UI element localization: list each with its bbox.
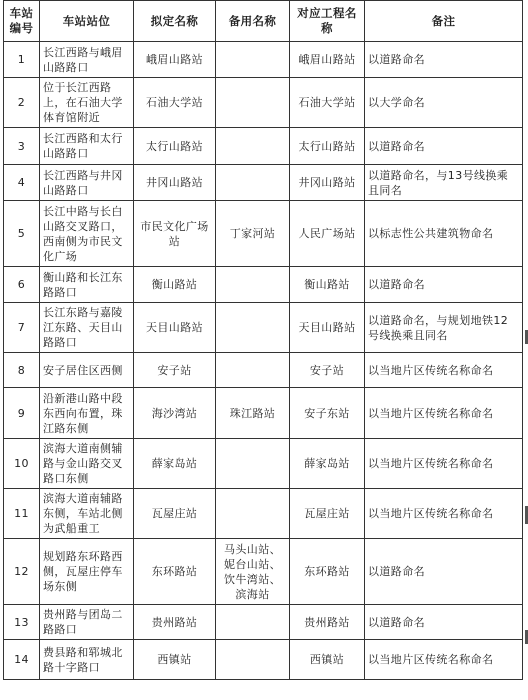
cell-alternate-name [216, 42, 290, 78]
table-row [4, 42, 523, 78]
cell-engineering-name: 井冈山路站 [290, 165, 365, 201]
cell-note: 以道路命名，与规划地铁12号线换乘且同名 [365, 303, 523, 353]
cell-alternate-name [216, 605, 290, 640]
cell-note: 以当地片区传统名称命名 [365, 388, 523, 439]
cell-number: 4 [4, 165, 40, 201]
cell-note: 以道路命名 [365, 267, 523, 303]
cell-location: 长江西路与井冈山路路口 [40, 165, 134, 201]
cell-alternate-name: 丁家河站 [216, 201, 290, 267]
table-row [4, 605, 523, 640]
cell-location: 长江西路与峨眉山路路口 [40, 42, 134, 78]
cell-number: 6 [4, 267, 40, 303]
cell-engineering-name: 贵州路站 [290, 605, 365, 640]
table-row [4, 165, 523, 201]
cell-proposed-name: 西镇站 [134, 640, 216, 680]
cell-location: 长江东路与嘉陵江东路、天目山路路口 [40, 303, 134, 353]
cell-engineering-name: 薛家岛站 [290, 439, 365, 489]
cell-proposed-name: 峨眉山路站 [134, 42, 216, 78]
cell-location: 长江西路和太行山路路口 [40, 128, 134, 165]
cell-proposed-name: 东环路站 [134, 539, 216, 605]
cell-proposed-name: 海沙湾站 [134, 388, 216, 439]
cell-engineering-name: 瓦屋庄站 [290, 489, 365, 539]
cell-proposed-name: 天目山路站 [134, 303, 216, 353]
cell-engineering-name: 石油大学站 [290, 78, 365, 128]
cell-location: 滨海大道南辅路东侧，车站北侧为武船重工 [40, 489, 134, 539]
header-engineering-name: 对应工程名称 [290, 1, 365, 42]
table-row [4, 439, 523, 489]
cell-note: 以道路命名 [365, 128, 523, 165]
cell-note: 以当地片区传统名称命名 [365, 489, 523, 539]
header-proposed-name: 拟定名称 [134, 1, 216, 42]
cell-alternate-name [216, 353, 290, 388]
station-naming-table [3, 0, 523, 680]
cell-number: 12 [4, 539, 40, 605]
table-row [4, 303, 523, 353]
table-row [4, 640, 523, 680]
cell-engineering-name: 东环路站 [290, 539, 365, 605]
cell-location: 衡山路和长江东路路口 [40, 267, 134, 303]
cell-proposed-name: 薛家岛站 [134, 439, 216, 489]
cell-proposed-name: 贵州路站 [134, 605, 216, 640]
table-row [4, 267, 523, 303]
cell-engineering-name: 峨眉山路站 [290, 42, 365, 78]
cell-proposed-name: 衡山路站 [134, 267, 216, 303]
cell-note: 以当地片区传统名称命名 [365, 640, 523, 680]
cell-proposed-name: 瓦屋庄站 [134, 489, 216, 539]
cell-location: 规划路东环路西侧，瓦屋庄停车场东侧 [40, 539, 134, 605]
table-row [4, 128, 523, 165]
cell-location: 长江中路与长白山路交叉路口，西南侧为市民文化广场 [40, 201, 134, 267]
cell-proposed-name: 市民文化广场站 [134, 201, 216, 267]
cell-location: 安子居住区西侧 [40, 353, 134, 388]
cell-number: 1 [4, 42, 40, 78]
cell-location: 位于长江西路上，在石油大学体育馆附近 [40, 78, 134, 128]
cell-note: 以道路命名 [365, 539, 523, 605]
cell-number: 10 [4, 439, 40, 489]
cell-location: 沿新港山路中段东西向布置，珠江路东侧 [40, 388, 134, 439]
table-row [4, 78, 523, 128]
header-station-location: 车站站位 [40, 1, 134, 42]
cell-number: 14 [4, 640, 40, 680]
cell-number: 3 [4, 128, 40, 165]
cell-alternate-name: 马头山站、妮台山站、饮牛湾站、滨海站 [216, 539, 290, 605]
cell-engineering-name: 安子东站 [290, 388, 365, 439]
cell-engineering-name: 西镇站 [290, 640, 365, 680]
cell-proposed-name: 石油大学站 [134, 78, 216, 128]
cell-note: 以当地片区传统名称命名 [365, 353, 523, 388]
header-alternate-name: 备用名称 [216, 1, 290, 42]
cell-alternate-name [216, 128, 290, 165]
cell-alternate-name: 珠江路站 [216, 388, 290, 439]
cell-note: 以当地片区传统名称命名 [365, 439, 523, 489]
cell-alternate-name [216, 439, 290, 489]
cell-alternate-name [216, 78, 290, 128]
cell-proposed-name: 太行山路站 [134, 128, 216, 165]
table-row [4, 539, 523, 605]
cell-number: 8 [4, 353, 40, 388]
cell-note: 以大学命名 [365, 78, 523, 128]
cell-engineering-name: 安子站 [290, 353, 365, 388]
header-note: 备注 [365, 1, 523, 42]
cell-alternate-name [216, 165, 290, 201]
cell-location: 贵州路与团岛二路路口 [40, 605, 134, 640]
cell-engineering-name: 太行山路站 [290, 128, 365, 165]
cell-proposed-name: 安子站 [134, 353, 216, 388]
cell-note: 以道路命名 [365, 42, 523, 78]
cell-engineering-name: 人民广场站 [290, 201, 365, 267]
cell-number: 2 [4, 78, 40, 128]
cell-note: 以道路命名，与13号线换乘且同名 [365, 165, 523, 201]
cell-number: 9 [4, 388, 40, 439]
cell-engineering-name: 天目山路站 [290, 303, 365, 353]
cell-proposed-name: 井冈山路站 [134, 165, 216, 201]
cell-note: 以标志性公共建筑物命名 [365, 201, 523, 267]
cell-location: 滨海大道南侧辅路与金山路交叉路口东侧 [40, 439, 134, 489]
cell-alternate-name [216, 640, 290, 680]
cell-number: 13 [4, 605, 40, 640]
cell-alternate-name [216, 267, 290, 303]
table-row [4, 388, 523, 439]
cell-number: 11 [4, 489, 40, 539]
cell-number: 5 [4, 201, 40, 267]
cell-engineering-name: 衡山路站 [290, 267, 365, 303]
cell-note: 以道路命名 [365, 605, 523, 640]
table-row [4, 489, 523, 539]
header-station-number: 车站编号 [4, 1, 40, 42]
table-row [4, 201, 523, 267]
cell-number: 7 [4, 303, 40, 353]
cell-alternate-name [216, 489, 290, 539]
cell-alternate-name [216, 303, 290, 353]
cell-location: 费县路和郓城北路十字路口 [40, 640, 134, 680]
table-header-row [4, 1, 523, 42]
table-row [4, 353, 523, 388]
